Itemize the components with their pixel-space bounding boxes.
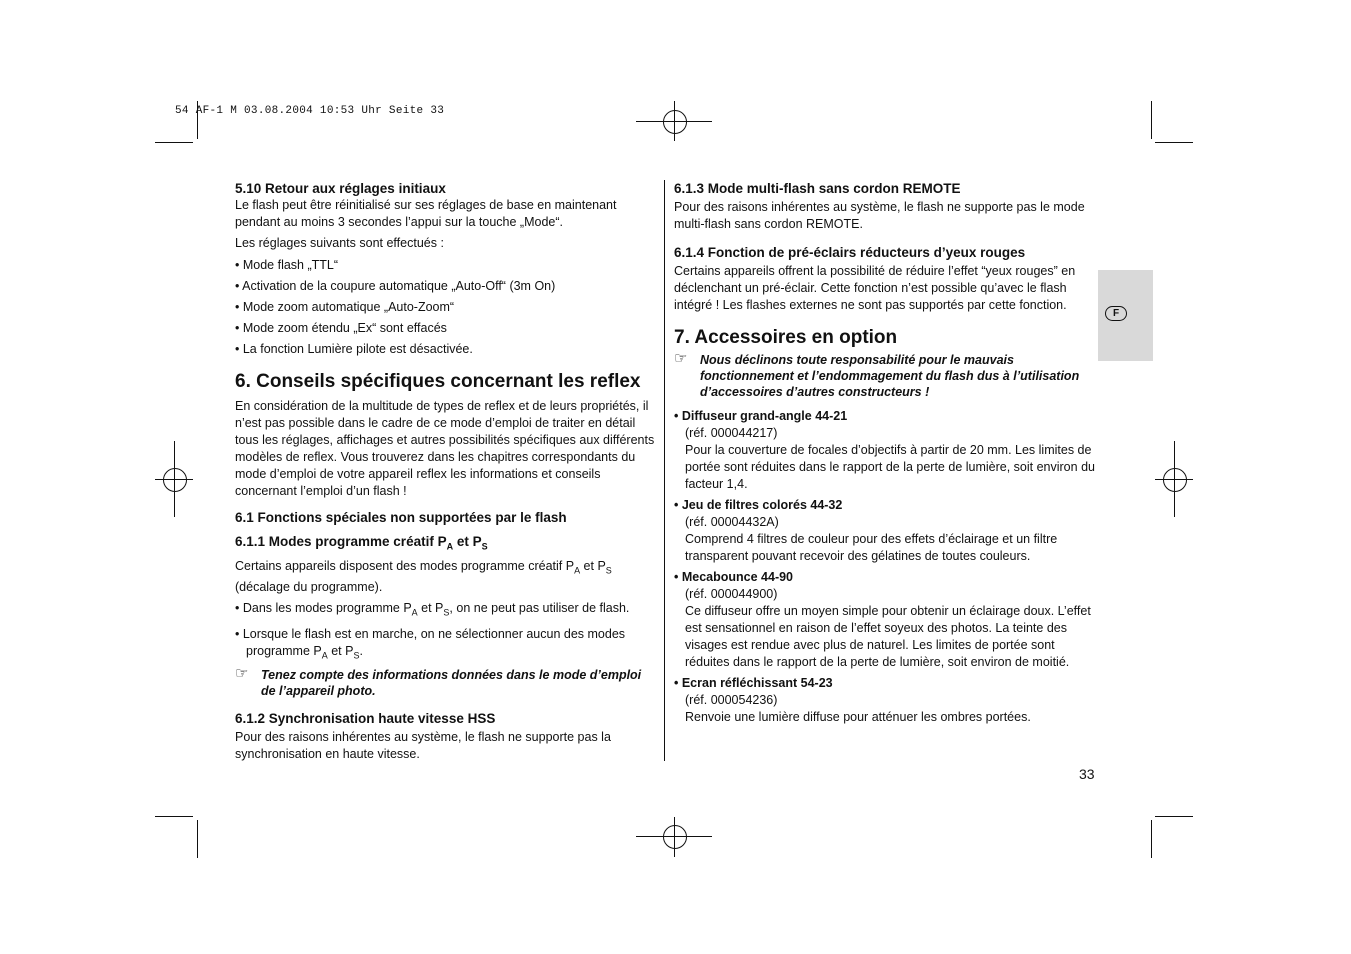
list-item: • Dans les modes programme $P_A$ et $P_S$, on ne peut pas utiliser de flash. [235,601,630,618]
list-item: • Mode flash „TTL“ [235,258,339,272]
list-item: • La fonction Lumière pilote est désactivée. [235,342,473,356]
crop-mark [155,816,193,817]
list-item: • Lorsque le flash est en marche, on ne sélectionner aucun des modes programme $P_A$ et $P_S$. [235,626,626,661]
left-column [235,180,659,763]
accessory-name: • Mecabounce 44-90 [674,570,794,584]
accessory-description: Renvoie une lumière diffuse pour atténuer les ombres portées. [685,710,1031,724]
section-6-1-2-title: 6.1.2 Synchronisation haute vitesse HSS [235,711,496,727]
crop-mark [1155,816,1193,817]
section-7-title: 7. Accessoires en option [674,327,898,348]
section-5-10-intro: Les réglages suivants sont effectués : [235,236,444,250]
crop-mark [1155,142,1193,143]
section-6-1-title: 6.1 Fonctions spéciales non supportées par le flash [235,510,567,525]
list-item: • Mode zoom étendu „Ex“ sont effacés [235,321,447,335]
accessory-ref: (réf. 000044217) [685,426,778,440]
accessory-name: • Diffuseur grand-angle 44-21 [674,409,848,423]
right-column [674,180,1096,726]
section-6-1-4-title: 6.1.4 Fonction de pré-éclairs réducteurs d’yeux rouges [674,245,1026,260]
list-item [674,497,1096,565]
section-6-1-1-paragraph: Certains appareils disposent des modes programme créatif $P_A$ et $P_S$ (décalage du programme). [235,558,612,595]
list-item [674,675,1096,726]
accessory-ref: (réf. 000054236) [685,693,778,707]
accessory-description: Comprend 4 filtres de couleur pour des effets d’éclairage et un filtre transparent pouvant recevoir des gélatines de toutes couleurs. [685,532,1058,563]
crop-mark [1151,820,1152,858]
crop-mark [1151,101,1152,139]
language-tab-label: F [1105,306,1127,321]
column-divider [664,180,665,761]
accessory-name: • Ecran réfléchissant 54-23 [674,676,833,690]
section-6-1-2-paragraph: Pour des raisons inhérentes au système, le flash ne supporte pas la synchronisation en haute vitesse. [235,730,611,762]
section-6-paragraph: En considération de la multitude de types de reflex et de leurs propriétés, il n’est pas possible dans le cadre de ce mode d’emploi de traiter en détail tous les réglages, affichages et autres possibilités spécifiques aux différents modèles de reflex. Vous trouverez dans les chapitres correspondants du mode d’emploi de votre appareil reflex les informations et conseils concernant l’emploi d’un flash ! [235,399,655,498]
accessory-description: Pour la couverture de focales d’objectifs à partir de 20 mm. Les limites de portée sont réduites dans le rapport de la perte de lumière, soit environ du facteur 1,4. [685,443,1095,491]
section-6-1-3-paragraph: Pour des raisons inhérentes au système, le flash ne supporte pas le mode multi-flash sans cordon REMOTE. [674,200,1085,231]
list-item [674,408,1096,493]
section-5-10-title: 5.10 Retour aux réglages initiaux [235,181,446,196]
pointing-hand-icon: ☞ [674,350,688,367]
section-6-1-1-title: 6.1.1 Modes programme créatif $P_A$ et $P_S$ [235,534,488,552]
section-6-title: 6. Conseils spécifiques concernant les reflex [235,371,641,392]
crop-mark [155,142,193,143]
accessory-description: Ce diffuseur offre un moyen simple pour obtenir un éclairage doux. L’effet est sensationnel en raison de l’effet soyeux des photos. La teinte des visages est rendue avec plus de naturel. Les limites de portée sont réduites dans le rapport de la perte de lumière, soit environ de moitié. [685,604,1091,669]
section-6-1-4-paragraph: Certains appareils offrent la possibilité de réduire l’effet “yeux rouges” en déclenchant un pré-éclair. Cette fonction n’est possible qu’avec le flash intégré ! Les flashes externes ne sont pas supportés par cette fonction. [674,264,1076,312]
section-5-10-paragraph: Le flash peut être réinitialisé sur ses réglages de base en maintenant pendant au moins 3 secondes l’appui sur la touche „Mode“. [235,198,617,229]
list-item: • Mode zoom automatique „Auto-Zoom“ [235,300,455,314]
note: ☞ Tenez compte des informations données dans le mode d’emploi de l’appareil photo. [235,665,642,699]
crop-mark [197,820,198,858]
accessory-name: • Jeu de filtres colorés 44-32 [674,498,843,512]
accessory-ref: (réf. 000044900) [685,587,778,601]
note: ☞ Nous déclinons toute responsabilité pour le mauvais fonctionnement et l’endommagement du flash dus à l’utilisation d’accessoires d’autres constructeurs ! [674,350,1080,399]
print-info: 54 AF-1 M 03.08.2004 10:53 Uhr Seite 33 [175,105,445,117]
section-6-1-3-title: 6.1.3 Mode multi-flash sans cordon REMOTE [674,181,961,196]
accessory-ref: (réf. 00004432A) [685,515,779,529]
page-number: 33 [1079,766,1095,782]
list-item: • Activation de la coupure automatique „Auto-Off“ (3m On) [235,279,556,293]
pointing-hand-icon: ☞ [235,665,249,683]
list-item [674,569,1096,671]
